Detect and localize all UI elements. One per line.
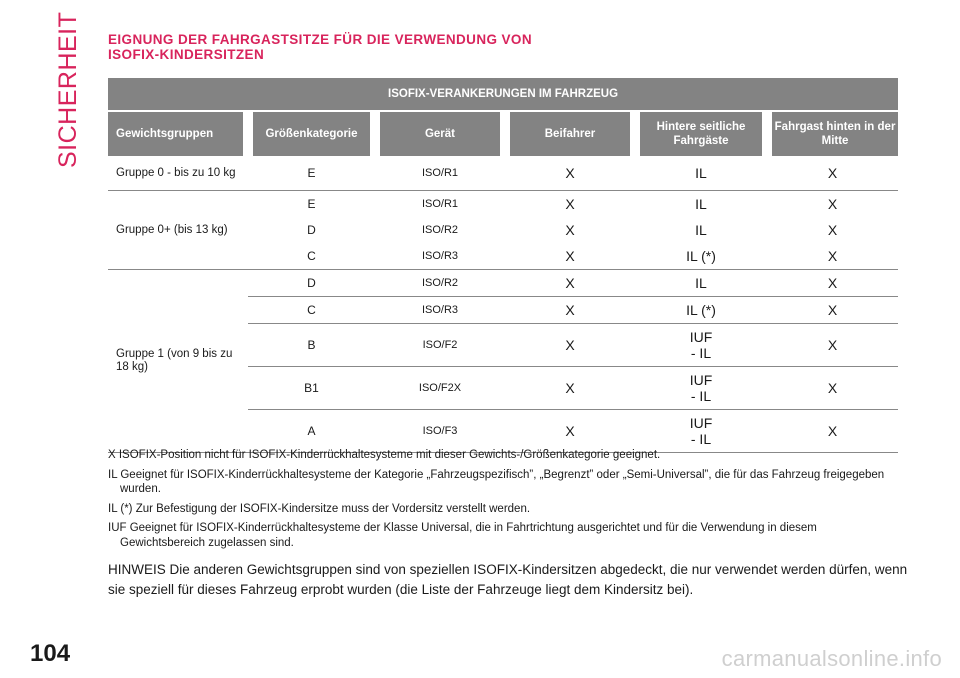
rear-side-cell: [635, 324, 767, 367]
header-rear-side: Hintere seitliche Fahrgäste: [635, 111, 767, 156]
header-device: Gerät: [375, 111, 505, 156]
note-x: X ISOFIX-Position nicht für ISOFIX-Kinderrückhaltesysteme mit dieser Gewichts-/Größenkategorie geeignet.: [108, 449, 661, 461]
size-cell: C: [248, 243, 375, 270]
rear-side-cell: IL (*): [635, 243, 767, 270]
header-front-passenger: Beifahrer: [505, 111, 635, 156]
rear-side-cell: IL: [635, 156, 767, 191]
rear-side-cell: [635, 367, 767, 410]
rear-center-cell: X: [827, 222, 838, 238]
hinweis-paragraph: HINWEIS Die anderen Gewichtsgruppen sind von speziellen ISOFIX-Kindersitzen abgedeckt, die nur verwendet werden dürfen, wenn sie speziell für dieses Fahrzeug erprobt wurden (die Liste der Fahrzeuge liegt dem Kindersitz bei).: [108, 562, 908, 597]
table-row: [108, 156, 898, 191]
front-cell: X: [505, 243, 635, 270]
rear-side-cell: IL (*): [635, 297, 767, 324]
rear-center-cell: X: [827, 196, 838, 212]
note-il-star: IL (*) Zur Befestigung der ISOFIX-Kindersitze muss der Vordersitz verstellt werden.: [108, 502, 531, 515]
rear-side-cell: IL: [695, 196, 707, 212]
front-cell: X: [505, 156, 635, 191]
rear-center-cell: X: [767, 270, 898, 297]
device-cell: ISO/R2: [421, 224, 459, 236]
legend-notes: [108, 448, 898, 555]
page-title: [108, 32, 898, 62]
group-label: Gruppe 1 (von 9 bis zu 18 kg): [108, 270, 248, 453]
rear-side-line-2: - IL: [690, 388, 712, 404]
title-line-1: EIGNUNG DER FAHRGASTSITZE FÜR DIE VERWENDUNG VON: [108, 32, 532, 47]
header-weight-group: Gewichtsgruppen: [108, 111, 248, 156]
front-cell: X: [505, 410, 635, 453]
front-cell: X: [565, 222, 575, 238]
device-cell: ISO/R3: [375, 297, 505, 324]
size-cell: B: [248, 324, 375, 367]
rear-center-cell: X: [767, 156, 898, 191]
front-cell: X: [505, 324, 635, 367]
rear-center-cell: X: [767, 243, 898, 270]
device-cell: ISO/F2: [375, 324, 505, 367]
front-cell: X: [565, 196, 575, 212]
group-label: Gruppe 0 - bis zu 10 kg: [108, 156, 248, 191]
rear-side-cell: IL: [695, 222, 707, 238]
group-label: Gruppe 0+ (bis 13 kg): [108, 191, 248, 270]
note-il: IL Geeignet für ISOFIX-Kinderrückhaltesysteme der Kategorie „Fahrzeugspezifisch”, „Begrenzt” oder „Semi-Universal”, die für das Fahrzeug freigegeben wurden.: [108, 468, 885, 495]
note-iuf: IUF Geeignet für ISOFIX-Kinderrückhaltesysteme der Klasse Universal, die in Fahrtrichtung ausgerichtet und für die Verwendung in diesem Gewichtsbereich zugelassen sind.: [108, 522, 817, 549]
size-cell: C: [248, 297, 375, 324]
isofix-table: [108, 78, 898, 453]
device-cell: ISO/F3: [375, 410, 505, 453]
table-row: [108, 270, 898, 297]
device-cell: ISO/R3: [375, 243, 505, 270]
device-cell: ISO/R2: [375, 270, 505, 297]
device-cell: ISO/R1: [375, 156, 505, 191]
page-number: 104: [30, 640, 71, 667]
rear-center-cell: X: [767, 410, 898, 453]
table-row: [108, 191, 898, 218]
rear-center-cell: X: [767, 297, 898, 324]
rear-side-line-1: IUF: [689, 329, 713, 345]
size-cell: A: [248, 410, 375, 453]
size-cell: B1: [248, 367, 375, 410]
table-super-header: ISOFIX-VERANKERUNGEN IM FAHRZEUG: [108, 78, 898, 111]
title-line-2: ISOFIX-KINDERSITZEN: [108, 47, 265, 62]
section-label: SICHERHEIT: [54, 11, 82, 168]
front-cell: X: [505, 270, 635, 297]
front-cell: X: [505, 367, 635, 410]
device-cell: ISO/F2X: [375, 367, 505, 410]
rear-side-cell: IL: [635, 270, 767, 297]
size-cell: E: [248, 156, 375, 191]
rear-side-cell: [635, 410, 767, 453]
rear-side-line-1: IUF: [689, 372, 713, 388]
size-cell: D: [248, 270, 375, 297]
size-cell: E: [307, 197, 316, 211]
size-cell: D: [307, 223, 316, 237]
header-size-category: Größenkategorie: [248, 111, 375, 156]
watermark: carmanualsonline.info: [721, 646, 942, 671]
device-cell: ISO/R1: [421, 198, 459, 210]
rear-center-cell: X: [767, 367, 898, 410]
rear-side-line-2: - IL: [690, 345, 712, 361]
rear-side-line-2: - IL: [690, 431, 712, 447]
rear-center-cell: X: [767, 324, 898, 367]
rear-side-line-1: IUF: [689, 415, 713, 431]
header-rear-center: Fahrgast hinten in der Mitte: [767, 111, 898, 156]
front-cell: X: [505, 297, 635, 324]
